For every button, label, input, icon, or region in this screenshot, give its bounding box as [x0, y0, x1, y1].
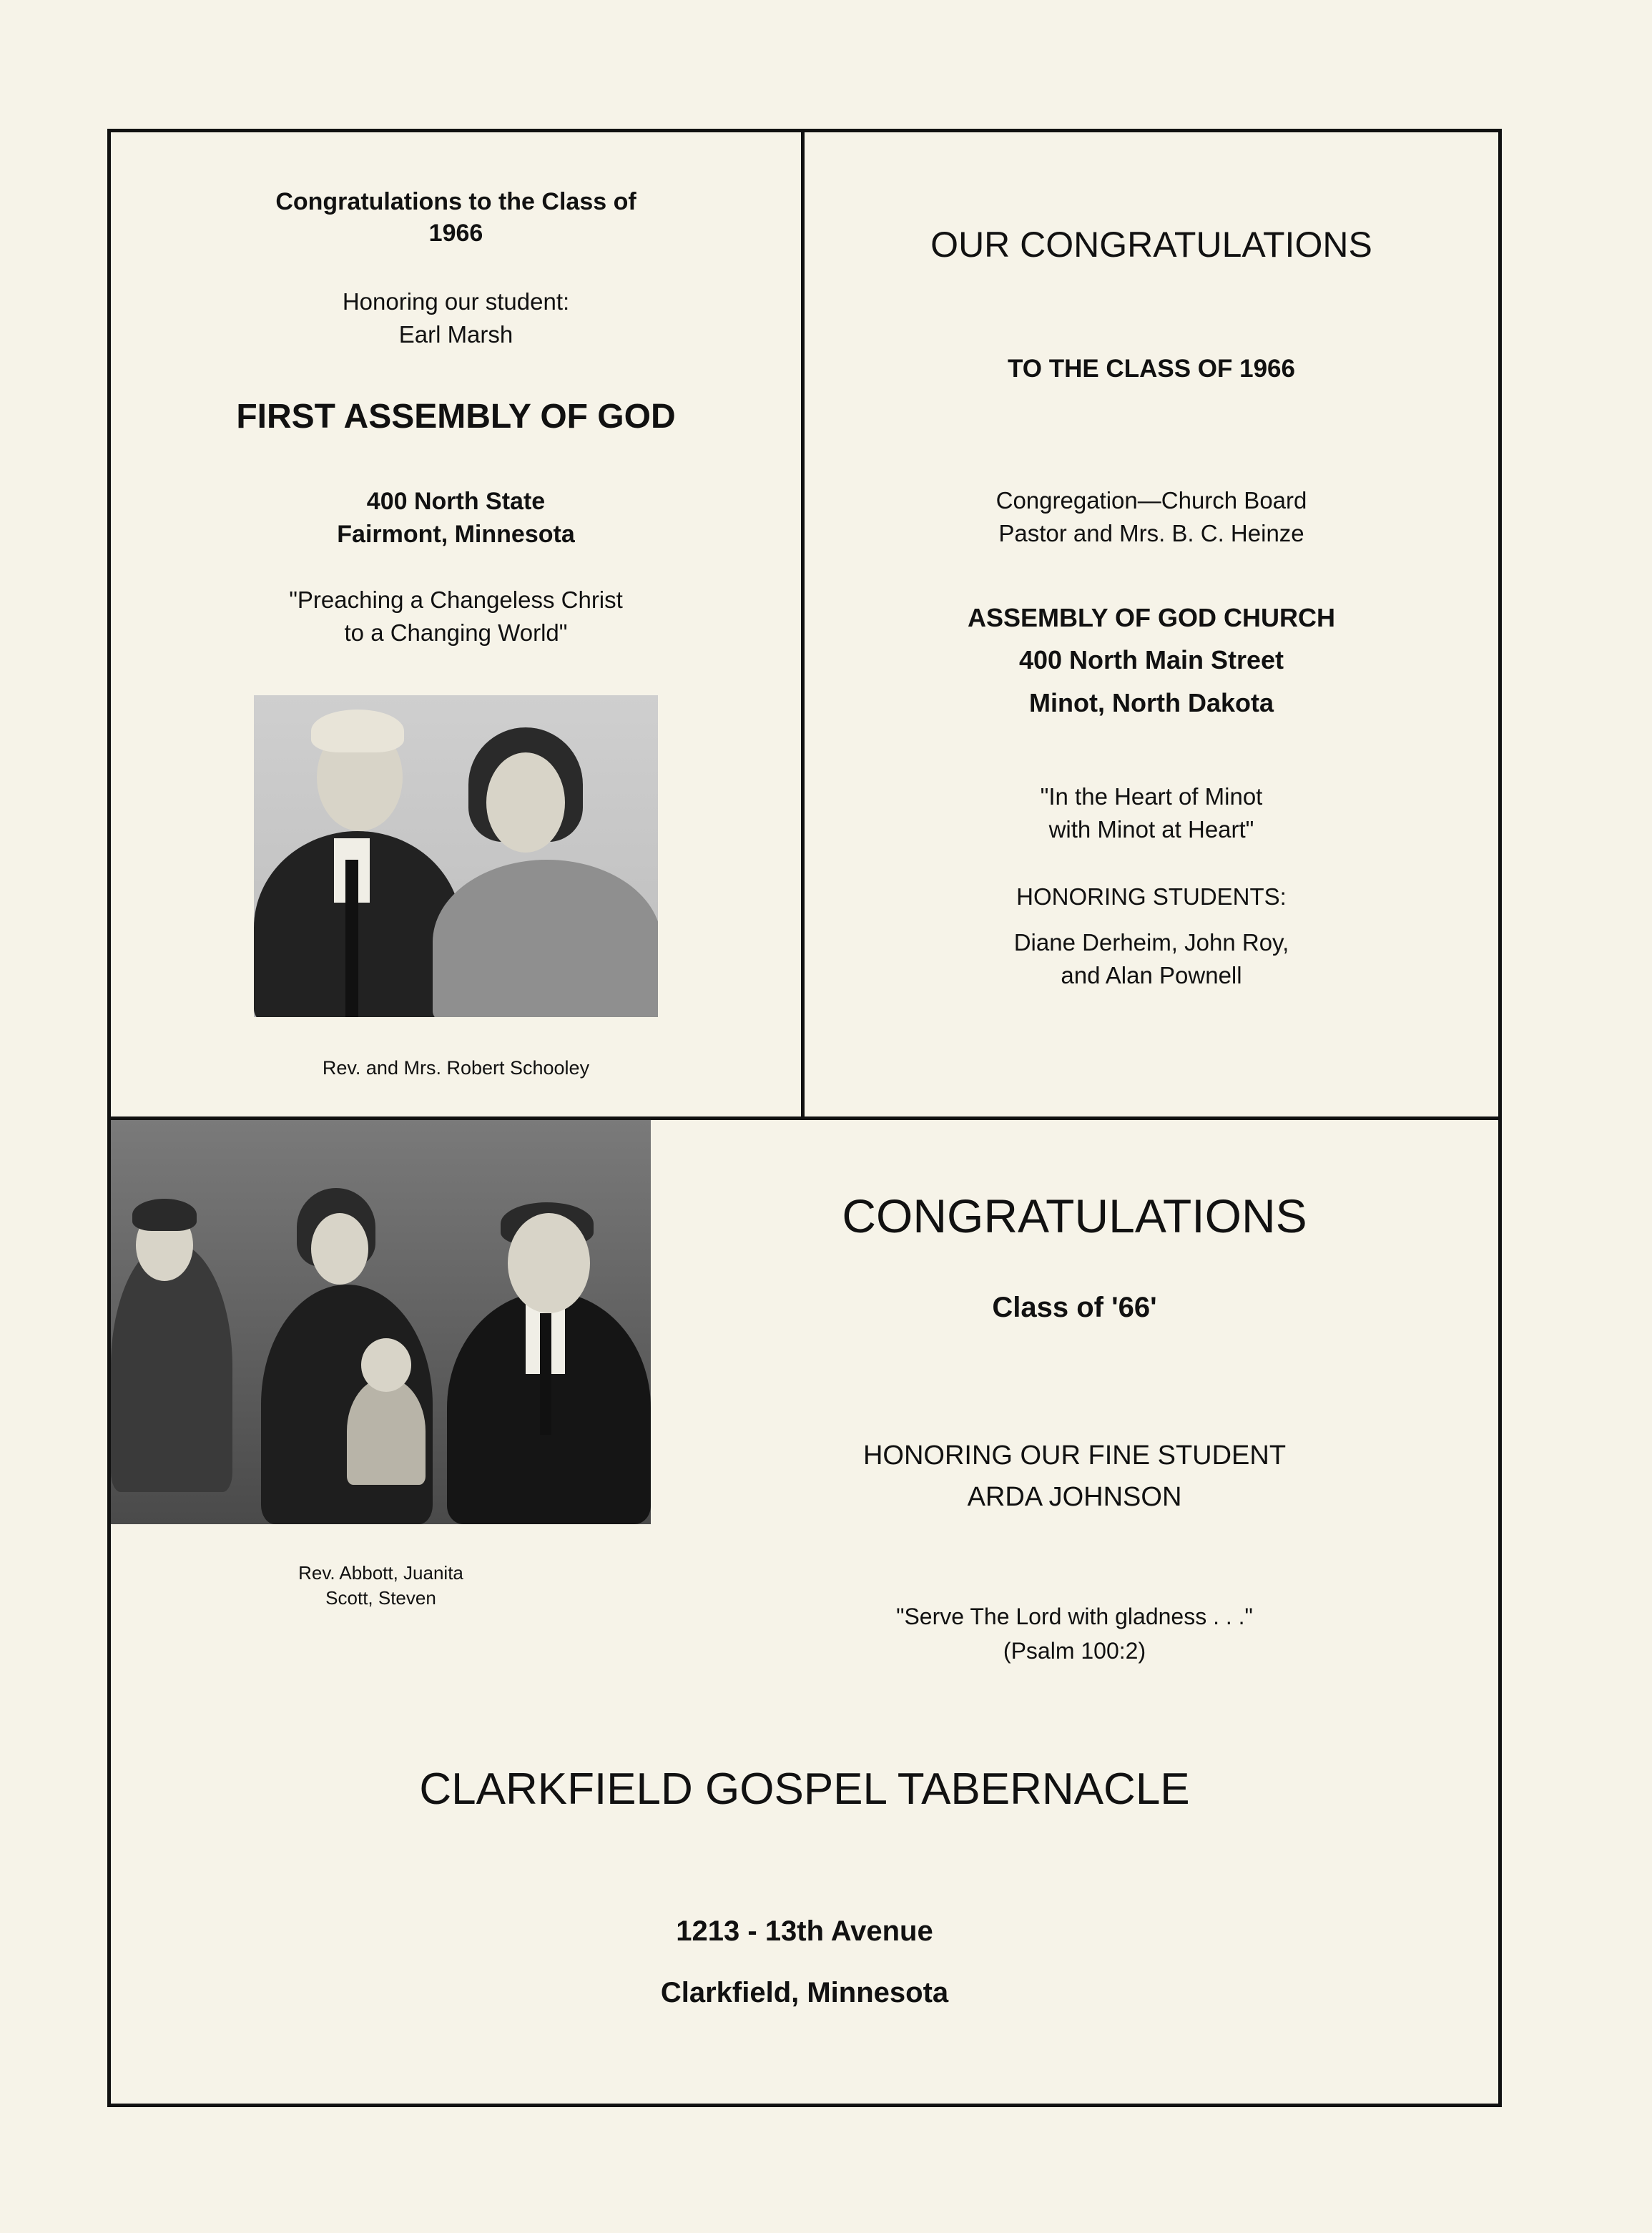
- ad2-students-line2: and Alan Pownell: [1061, 962, 1242, 988]
- ad3-address-city: Clarkfield, Minnesota: [660, 1977, 949, 2008]
- ad2-students-line1: Diane Derheim, John Roy,: [1013, 929, 1289, 956]
- ad2-honoring-label: HONORING STUDENTS:: [1016, 883, 1287, 910]
- ad3-heading: CONGRATULATIONS: [842, 1189, 1307, 1242]
- ad1-heading-line1: Congratulations to the Class of: [275, 188, 636, 215]
- ad-clarkfield-tabernacle: [111, 1120, 1498, 2104]
- ad1-honoring-label: Honoring our student:: [342, 288, 570, 315]
- ad2-sponsors-line1: Congregation—Church Board: [995, 487, 1307, 514]
- ad1-photo-caption: Rev. and Mrs. Robert Schooley: [322, 1057, 590, 1079]
- ad1-address-city: Fairmont, Minnesota: [337, 521, 575, 548]
- ad3-verse-line1: "Serve The Lord with gladness . . .": [896, 1604, 1253, 1629]
- ad2-heading: OUR CONGRATULATIONS: [930, 225, 1372, 265]
- ad-first-assembly: [111, 132, 801, 1116]
- ad1-student-name: Earl Marsh: [398, 321, 513, 348]
- ad3-student-name: ARDA JOHNSON: [967, 1482, 1182, 1512]
- ad3-photo-caption-line1: Rev. Abbott, Juanita: [298, 1562, 463, 1584]
- ad3-verse-line2: (Psalm 100:2): [1003, 1638, 1146, 1664]
- ad3-photo-caption-line2: Scott, Steven: [325, 1587, 436, 1609]
- ad2-motto-line1: "In the Heart of Minot: [1040, 783, 1263, 810]
- ad3-honoring-line1: HONORING OUR FINE STUDENT: [862, 1441, 1287, 1471]
- ad2-subheading: TO THE CLASS OF 1966: [1008, 355, 1295, 383]
- ad1-heading-line2: 1966: [428, 220, 483, 247]
- ad3-church-name: CLARKFIELD GOSPEL TABERNACLE: [419, 1765, 1190, 1814]
- pastor-family-photo: [111, 1120, 651, 1524]
- ad3-address-street: 1213 - 13th Avenue: [676, 1915, 933, 1947]
- ad3-subheading: Class of '66': [992, 1292, 1157, 1323]
- ad1-church-name: FIRST ASSEMBLY OF GOD: [236, 398, 676, 436]
- ad1-motto-line1: "Preaching a Changeless Christ: [289, 587, 623, 613]
- ad2-motto-line2: with Minot at Heart": [1048, 816, 1254, 843]
- ad2-address-city: Minot, North Dakota: [1029, 688, 1274, 717]
- ad-minot-assembly: [805, 132, 1498, 1116]
- ad2-address-street: 400 North Main Street: [1018, 645, 1284, 674]
- pastor-couple-photo: [254, 695, 658, 1017]
- ad1-address-street: 400 North State: [366, 488, 546, 515]
- ad2-sponsors-line2: Pastor and Mrs. B. C. Heinze: [998, 520, 1304, 546]
- ad1-motto-line2: to a Changing World": [344, 619, 568, 646]
- ad2-church-name: ASSEMBLY OF GOD CHURCH: [967, 603, 1336, 632]
